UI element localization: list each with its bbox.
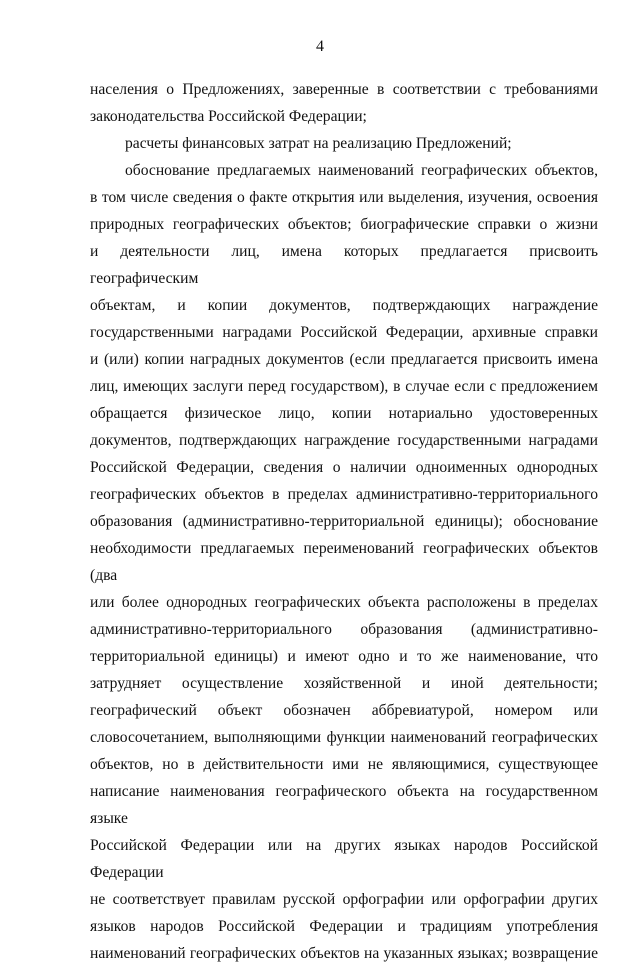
body-text [90,76,598,967]
text-line: географических объектов в пределах административно-территориального [90,486,598,503]
text-line: географический объект обозначен аббревиатурой, номером или [90,702,598,719]
text-line: природных географических объектов; биографические справки о жизни [90,216,598,233]
text-line: необходимости предлагаемых переименований географических объектов (два [90,540,598,584]
text-line: наименований географических объектов на указанных языках; возвращение [90,945,598,962]
text-line: объектов, но в действительности ими не являющимися, существующее [90,756,598,773]
text-line: написание наименования географического объекта на государственном языке [90,783,598,827]
text-line: языков народов Российской Федерации и традициям употребления [90,918,598,935]
text-line: образования (административно-территориальной единицы); обоснование [90,513,598,530]
text-line: объектам, и копии документов, подтверждающих награждение [90,297,598,314]
text-line: обоснование предлагаемых наименований географических объектов, [125,162,598,179]
text-line: в том числе сведения о факте открытия или выделения, изучения, освоения [90,189,598,206]
text-line: законодательства Российской Федерации; [90,108,367,125]
text-line: территориальной единицы) и имеют одно и то же наименование, что [90,648,598,665]
text-line: Российской Федерации или на других языках народов Российской Федерации [90,837,598,881]
text-line: не соответствует правилам русской орфографии или орфографии других [90,891,598,908]
text-line: обращается физическое лицо, копии нотариально удостоверенных [90,405,598,422]
text-line: расчеты финансовых затрат на реализацию Предложений; [125,135,512,152]
text-line: документов, подтверждающих награждение государственными наградами [90,432,598,449]
text-line: населения о Предложениях, заверенные в соответствии с требованиями [90,81,598,98]
text-line: лиц, имеющих заслуги перед государством), в случае если с предложением [90,378,598,395]
text-line: Российской Федерации, сведения о наличии одноименных однородных [90,459,598,476]
text-line: словосочетанием, выполняющими функции наименований географических [90,729,598,746]
text-line: или более однородных географических объекта расположены в пределах [90,594,598,611]
text-line: затрудняет осуществление хозяйственной и иной деятельности; [90,675,598,692]
text-line: и (или) копии наградных документов (если предлагается присвоить имена [90,351,598,368]
text-line: и деятельности лиц, имена которых предлагается присвоить географическим [90,243,598,287]
text-line: административно-территориального образования (административно- [90,621,598,638]
page-number: 4 [316,38,324,55]
text-line: государственными наградами Российской Федерации, архивные справки [90,324,598,341]
